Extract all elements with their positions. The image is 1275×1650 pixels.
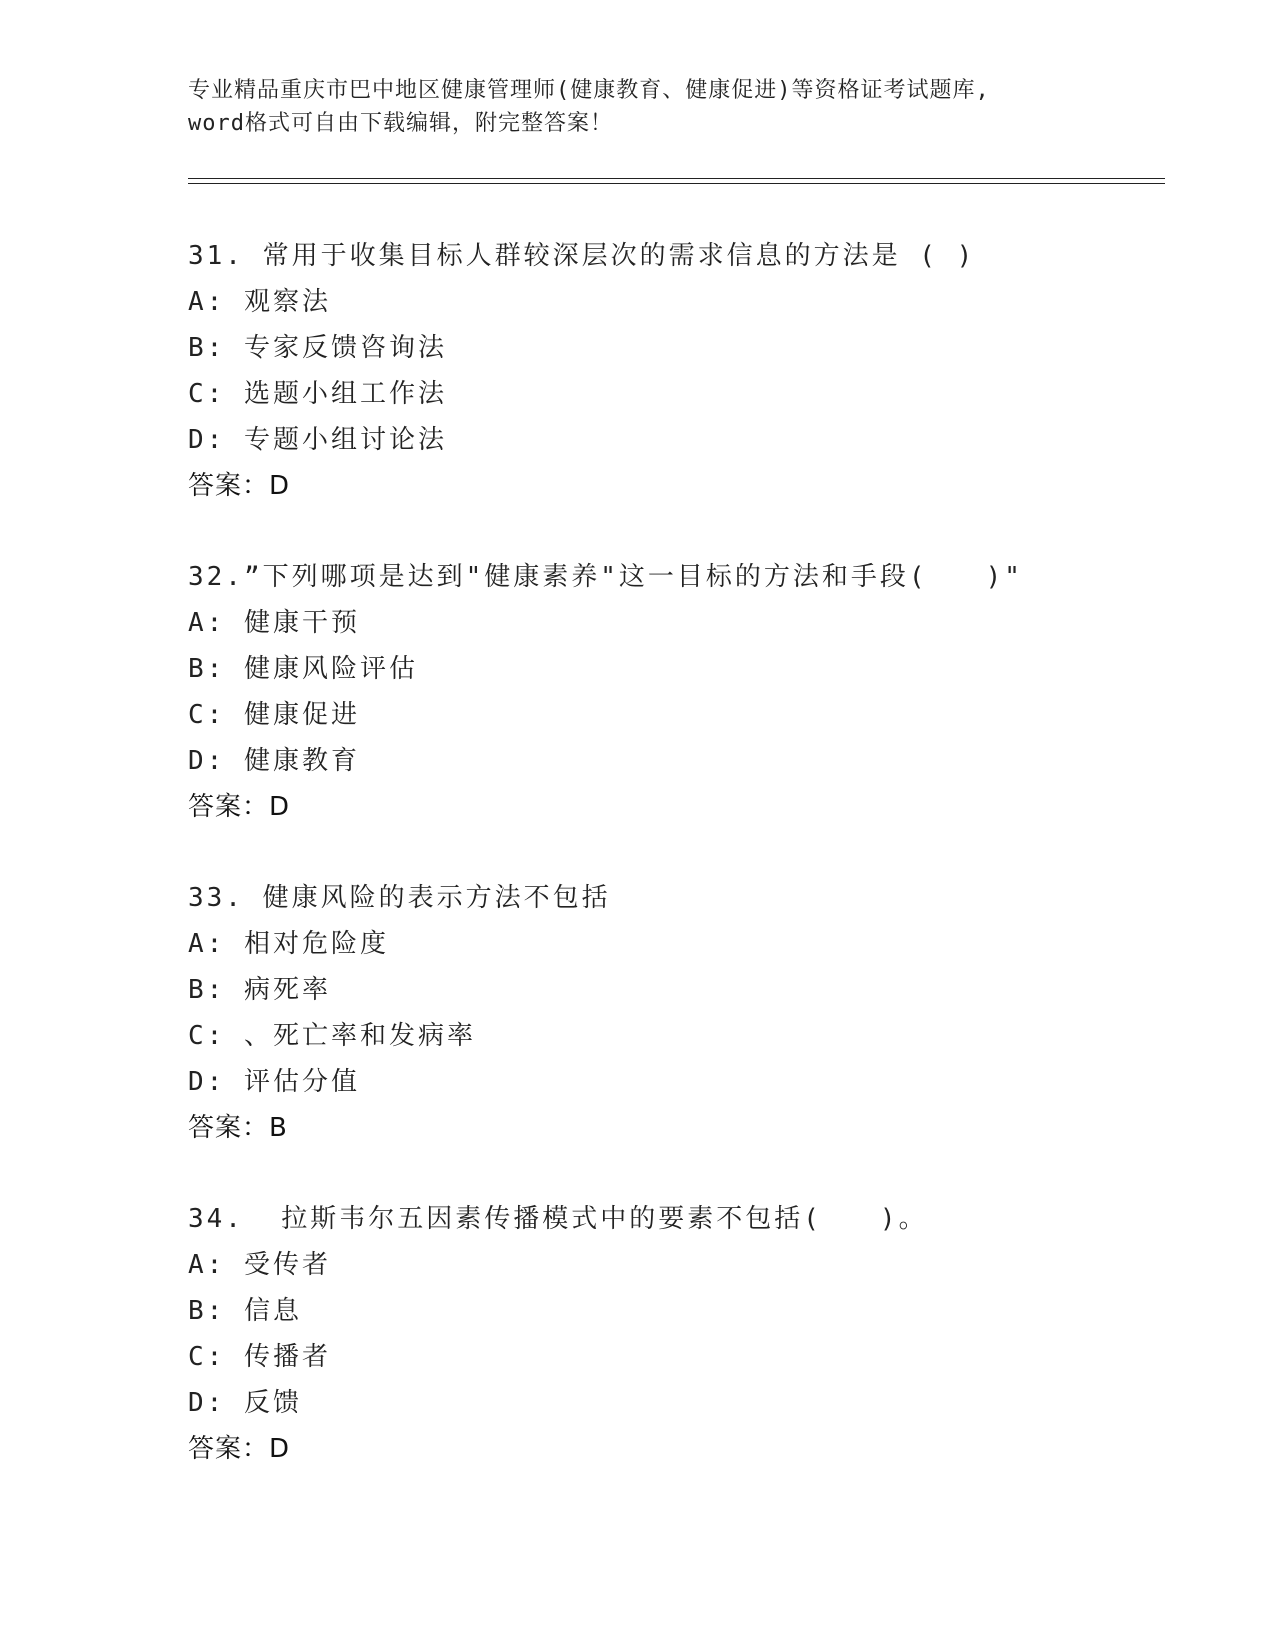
question-stem: 33. 健康风险的表示方法不包括 — [188, 883, 611, 913]
header-divider-bottom — [188, 183, 1165, 184]
option-a: A: 相对危险度 — [188, 929, 389, 959]
option-a: A: 观察法 — [188, 287, 331, 317]
answer: 答案：D — [188, 792, 291, 822]
option-c: C: 传播者 — [188, 1342, 331, 1372]
question-stem: 31. 常用于收集目标人群较深层次的需求信息的方法是 ( ) — [188, 241, 976, 271]
option-d: D: 专题小组讨论法 — [188, 425, 447, 455]
option-b: B: 专家反馈咨询法 — [188, 333, 447, 363]
question-31 — [188, 233, 1188, 554]
option-c: C: 选题小组工作法 — [188, 379, 447, 409]
answer: 答案：D — [188, 471, 291, 501]
option-c: C: 、死亡率和发病率 — [188, 1021, 476, 1051]
question-list — [188, 233, 1188, 1517]
option-a: A: 健康干预 — [188, 608, 360, 638]
option-d: D: 反馈 — [188, 1388, 302, 1418]
answer: 答案：B — [188, 1113, 288, 1143]
question-32 — [188, 554, 1188, 875]
header-line-2: word格式可自由下载编辑，附完整答案！ — [188, 111, 613, 136]
question-34 — [188, 1196, 1188, 1517]
header-line-1: 专业精品重庆市巴中地区健康管理师(健康教育、健康促进)等资格证考试题库, — [188, 78, 990, 103]
option-b: B: 病死率 — [188, 975, 331, 1005]
option-a: A: 受传者 — [188, 1250, 331, 1280]
header-divider-top — [188, 178, 1165, 179]
answer: 答案：D — [188, 1434, 291, 1464]
question-stem: 34. 拉斯韦尔五因素传播模式中的要素不包括( )。 — [188, 1204, 928, 1234]
option-b: B: 健康风险评估 — [188, 654, 418, 684]
question-stem: 32.”下列哪项是达到"健康素养"这一目标的方法和手段( )" — [188, 562, 1023, 592]
option-d: D: 健康教育 — [188, 746, 360, 776]
option-d: D: 评估分值 — [188, 1067, 360, 1097]
document-header — [188, 74, 1088, 140]
option-b: B: 信息 — [188, 1296, 302, 1326]
option-c: C: 健康促进 — [188, 700, 360, 730]
question-33 — [188, 875, 1188, 1196]
